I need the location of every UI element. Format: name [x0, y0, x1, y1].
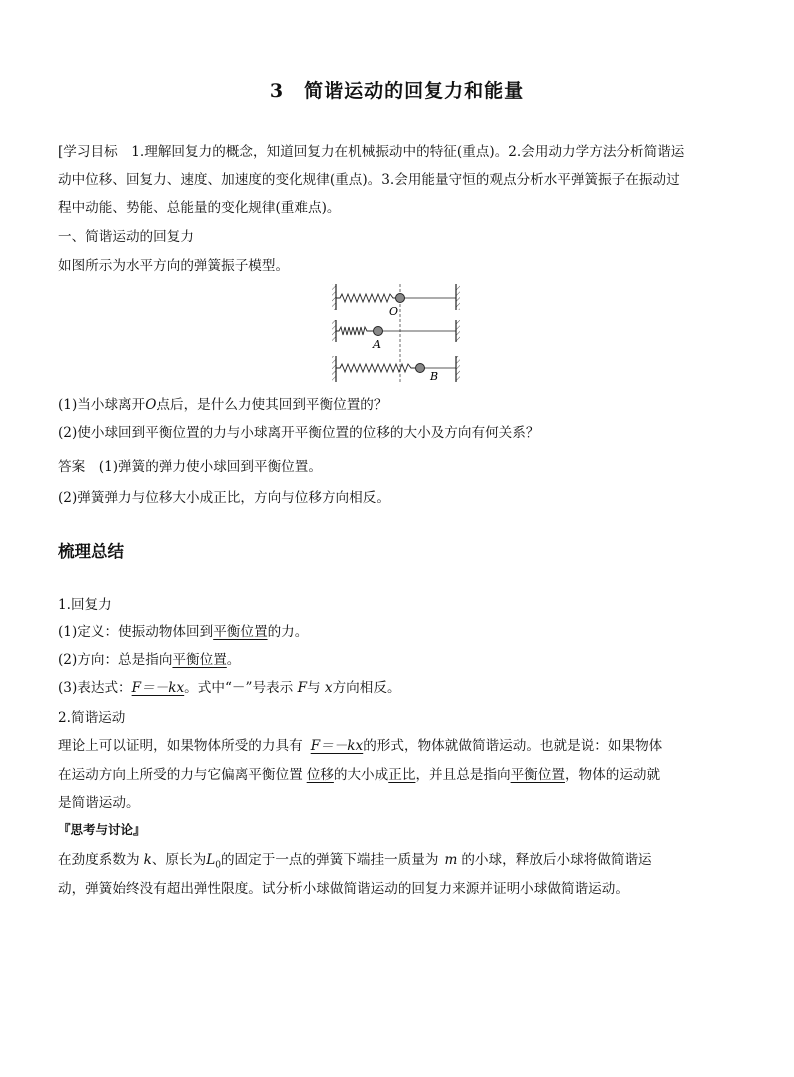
- spring-oscillator-figure: [328, 282, 468, 386]
- question-1: [58, 393, 738, 413]
- oscillator-row-o: [332, 284, 460, 318]
- objectives-line-1: [学习目标 1.理解回复力的概念，知道回复力在机械振动中的特征(重点)。2.会用动力学方法分析简谐运: [58, 144, 685, 160]
- p2-post: ，物体的运动就: [564, 767, 661, 783]
- d1-post: 的小球，释放后小球将做简谐运: [461, 852, 652, 868]
- d1-k: k: [143, 852, 152, 868]
- direction-line: [58, 648, 738, 668]
- d1-sub: 0: [215, 860, 221, 871]
- definition-line: [58, 620, 738, 640]
- section-heading: 一、简谐运动的回复力: [58, 229, 194, 245]
- expr-formula: F＝－kx: [131, 680, 185, 696]
- p2-blank-1: 位移: [306, 767, 334, 783]
- discussion-line-2: 动，弹簧始终没有超出弹性限度。试分析小球做简谐运动的回复力来源并证明小球做简谐运动。: [58, 881, 629, 897]
- oscillator-row-b: [332, 356, 460, 383]
- q1-pre: (1)当小球离开: [58, 397, 146, 413]
- discussion-line-1: [58, 848, 738, 871]
- expr-post: 方向相反。: [332, 680, 401, 696]
- summary-heading: 梳理总结: [58, 542, 124, 561]
- dir-post: 。: [226, 652, 241, 668]
- oscillator-row-a: [332, 320, 460, 351]
- d1-pre: 在劲度系数为: [58, 852, 140, 868]
- p2-pre: 在运动方向上所受的力与它偏离平衡位置: [58, 767, 303, 783]
- q1-var: O: [145, 397, 157, 413]
- q1-post: 点后，是什么力使其回到平衡位置的？: [156, 397, 388, 413]
- expr-pre: (3)表达式：: [58, 680, 132, 696]
- label-a: A: [373, 338, 381, 351]
- d1-m: m: [444, 852, 458, 868]
- def-post: 的力。: [267, 624, 309, 640]
- expression-line: [58, 676, 738, 696]
- label-b: B: [430, 370, 439, 383]
- question-2: (2)使小球回到平衡位置的力与小球离开平衡位置的位移的大小及方向有何关系？: [58, 425, 540, 441]
- page-title: 3 简谐运动的回复力和能量: [269, 80, 525, 102]
- p1-pre: 理论上可以证明，如果物体所受的力具有: [58, 738, 303, 754]
- dir-blank: 平衡位置: [172, 652, 227, 668]
- p2-mid-2: ，并且总是指向: [415, 767, 511, 783]
- shm-paragraph-1: [58, 734, 738, 754]
- def-blank: 平衡位置: [213, 624, 268, 640]
- figure-intro: 如图所示为水平方向的弹簧振子模型。: [58, 258, 290, 274]
- label-o: O: [389, 305, 399, 318]
- discussion-heading: 『思考与讨论』: [58, 822, 146, 837]
- expr-and: 与: [307, 680, 321, 696]
- answer-1: 答案 (1)弹簧的弹力使小球回到平衡位置。: [58, 459, 322, 475]
- p2-mid-1: 的大小成: [333, 767, 389, 783]
- def-pre: (1)定义：使振动物体回到: [58, 624, 214, 640]
- answer-2: (2)弹簧弹力与位移大小成正比，方向与位移方向相反。: [58, 490, 390, 506]
- expr-mid: 。式中“－”号表示: [184, 680, 294, 696]
- shm-paragraph-2: [58, 763, 738, 783]
- expr-x: x: [324, 680, 333, 696]
- shm-paragraph-3: 是简谐运动。: [58, 795, 140, 811]
- p2-blank-2: 正比: [388, 767, 416, 783]
- p1-formula: F＝－kx: [310, 738, 364, 754]
- d1-mid-1: 、原长为: [151, 852, 207, 868]
- p1-post: 的形式，物体就做简谐运动。也就是说：如果物体: [363, 738, 663, 754]
- objectives-line-2: 动中位移、回复力、速度、加速度的变化规律(重点)。3.会用能量守恒的观点分析水平弹簧振子在振动过: [58, 172, 680, 188]
- expr-f: F: [297, 680, 307, 696]
- d1-L: L: [206, 852, 216, 868]
- summary-item-1-title: 1.回复力: [58, 597, 112, 613]
- dir-pre: (2)方向：总是指向: [58, 652, 173, 668]
- summary-item-2-title: 2.简谐运动: [58, 710, 126, 726]
- d1-mid-2: 的固定于一点的弹簧下端挂一质量为: [220, 852, 439, 868]
- objectives-line-3: 程中动能、势能、总能量的变化规律(重难点)。: [58, 200, 341, 216]
- p2-blank-3: 平衡位置: [510, 767, 565, 783]
